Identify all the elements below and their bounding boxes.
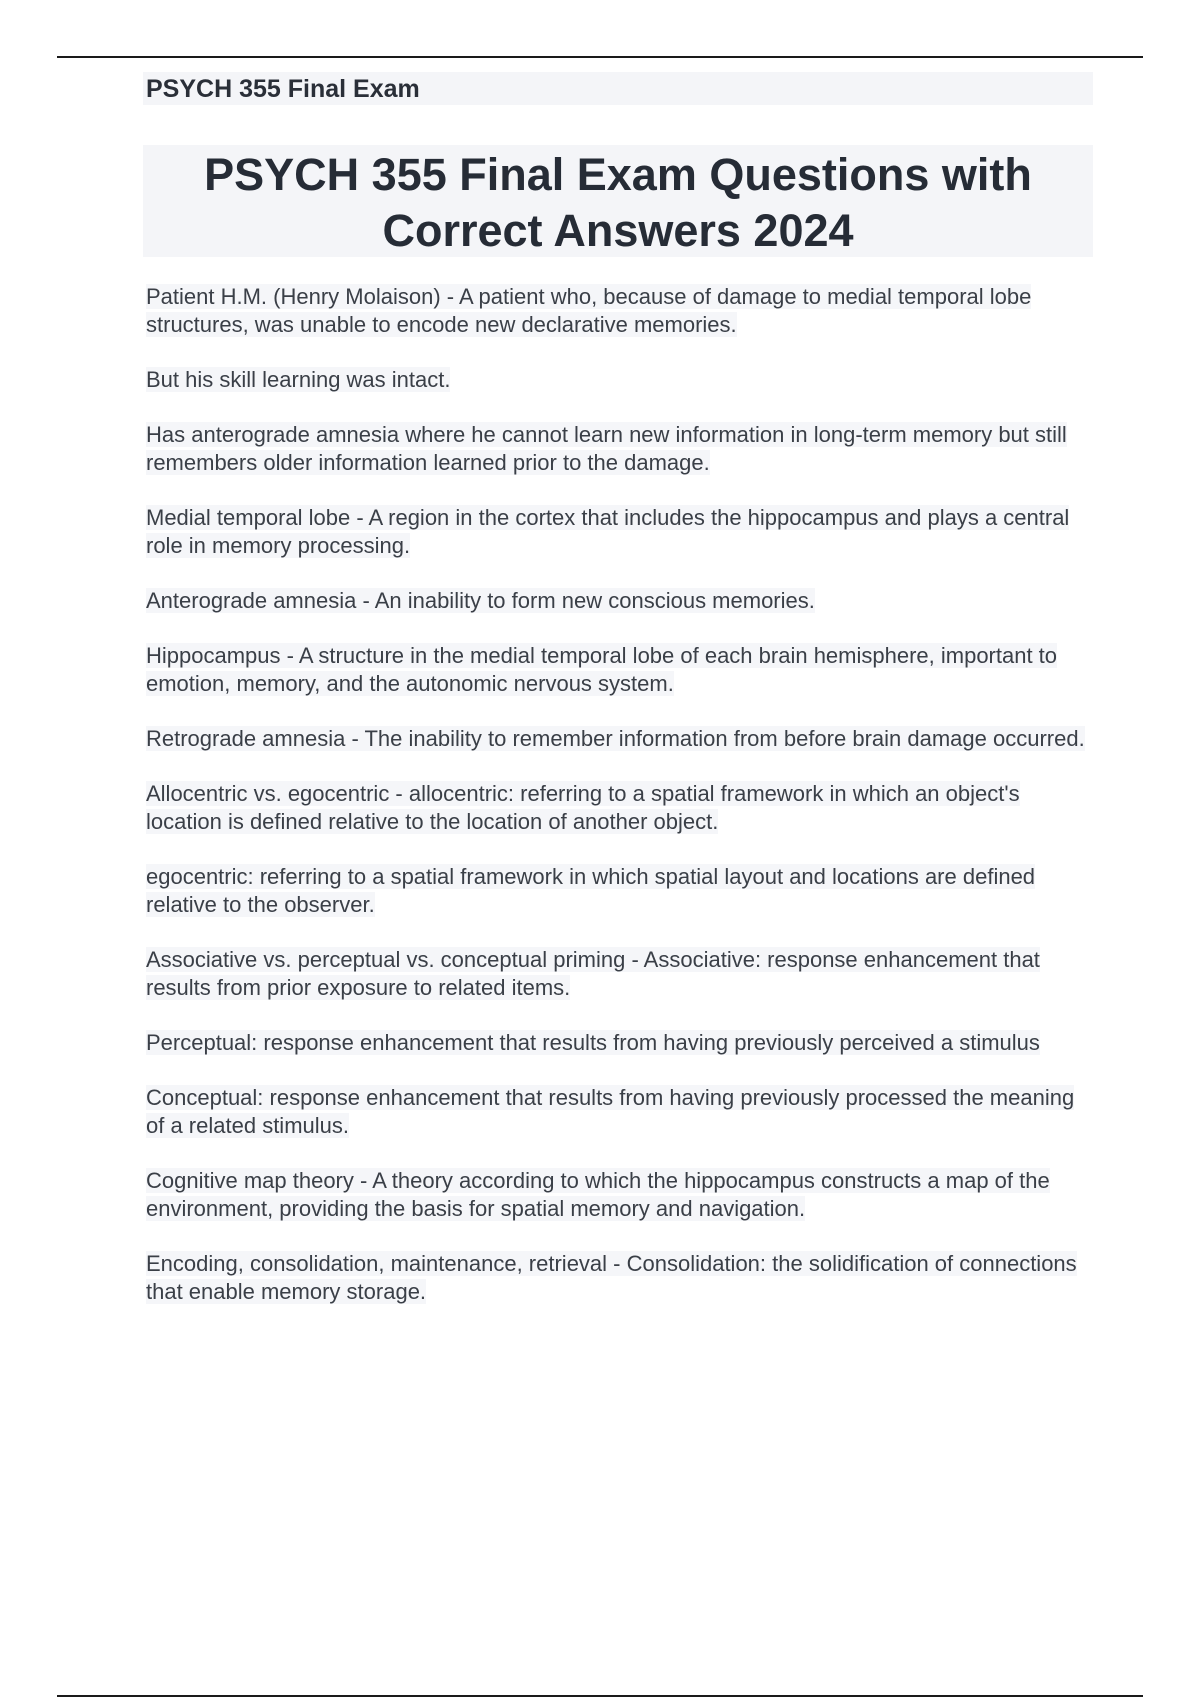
paragraph (146, 421, 1091, 477)
paragraph-text: Cognitive map theory - A theory according to which the hippocampus constructs a map of the environment, providing the basis for spatial memory and navigation. (146, 1168, 1050, 1221)
bottom-rule (57, 1695, 1143, 1697)
paragraph (146, 1250, 1091, 1306)
paragraph (146, 780, 1091, 836)
document-body (146, 283, 1091, 1333)
paragraph (146, 863, 1091, 919)
paragraph-text: Allocentric vs. egocentric - allocentric: referring to a spatial framework in which an object's location is defined relative to the location of another object. (146, 781, 1020, 834)
paragraph-text: Associative vs. perceptual vs. conceptual priming - Associative: response enhancement that results from prior exposure to related items. (146, 947, 1040, 1000)
paragraph-text: Conceptual: response enhancement that results from having previously processed the meaning of a related stimulus. (146, 1085, 1075, 1138)
paragraph (146, 642, 1091, 698)
paragraph (146, 283, 1091, 339)
paragraph (146, 587, 1091, 615)
paragraph (146, 504, 1091, 560)
paragraph-text: Perceptual: response enhancement that results from having previously perceived a stimulus (146, 1030, 1040, 1055)
top-rule (57, 56, 1143, 58)
paragraph-text: Has anterograde amnesia where he cannot learn new information in long-term memory but still remembers older information learned prior to the damage. (146, 422, 1067, 475)
paragraph-text: Patient H.M. (Henry Molaison) - A patient who, because of damage to medial temporal lobe structures, was unable to encode new declarative memories. (146, 284, 1032, 337)
paragraph (146, 366, 1091, 394)
page-title: PSYCH 355 Final Exam Questions with Correct Answers 2024 (204, 149, 1032, 256)
paragraph (146, 1167, 1091, 1223)
paragraph-text: Hippocampus - A structure in the medial temporal lobe of each brain hemisphere, important to emotion, memory, and the autonomic nervous system. (146, 643, 1058, 696)
paragraph (146, 1029, 1091, 1057)
paragraph-text: Encoding, consolidation, maintenance, retrieval - Consolidation: the solidification of connections that enable memory storage. (146, 1251, 1077, 1304)
paragraph-text: Medial temporal lobe - A region in the cortex that includes the hippocampus and plays a central role in memory processing. (146, 505, 1070, 558)
paragraph-text: Anterograde amnesia - An inability to form new conscious memories. (146, 588, 815, 613)
paragraph (146, 1084, 1091, 1140)
paragraph (146, 725, 1091, 753)
paragraph-text: Retrograde amnesia - The inability to remember information from before brain damage occurred. (146, 726, 1085, 751)
paragraph-text: egocentric: referring to a spatial framework in which spatial layout and locations are defined relative to the observer. (146, 864, 1036, 917)
running-header: PSYCH 355 Final Exam (146, 75, 420, 103)
paragraph (146, 946, 1091, 1002)
paragraph-text: But his skill learning was intact. (146, 367, 451, 392)
